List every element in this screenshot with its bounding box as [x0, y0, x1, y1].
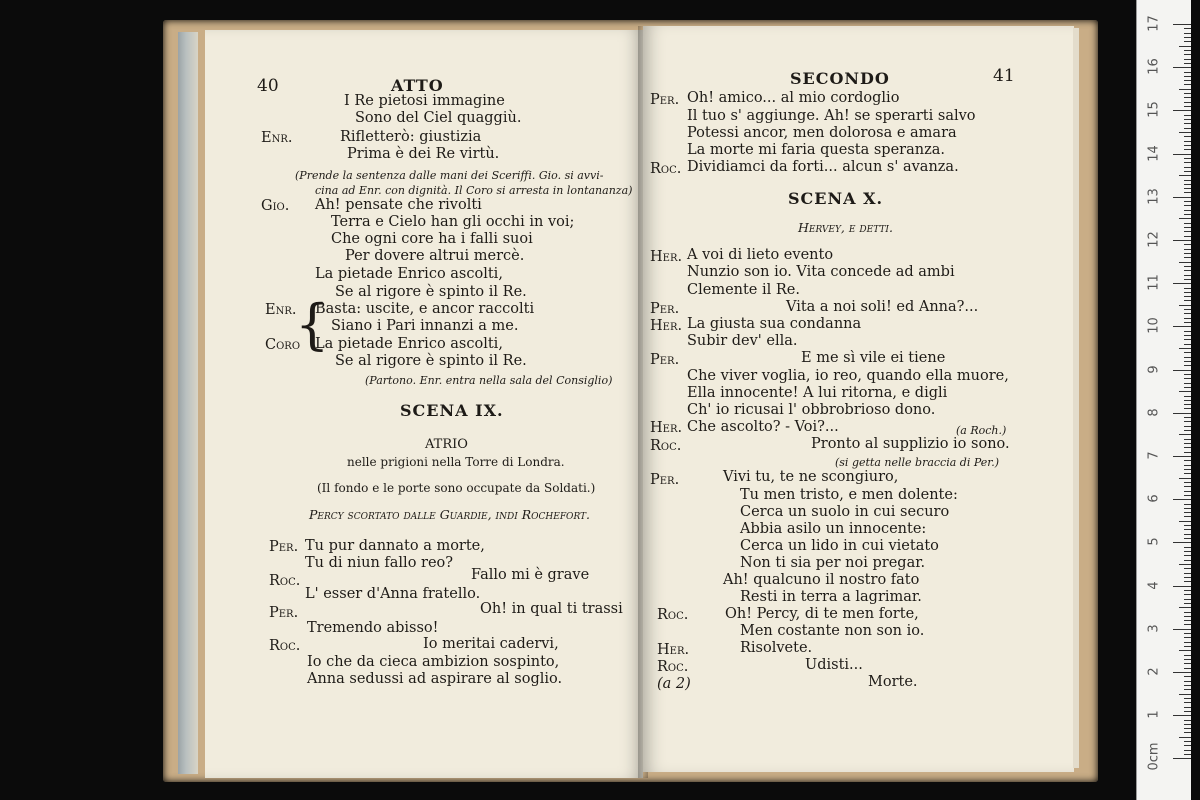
speaker: Roc.: [269, 638, 301, 654]
ruler-tick: [1184, 577, 1191, 578]
scene-note: (Il fondo e le porte sono occupate da Soldati.): [317, 481, 596, 495]
ruler-tick: [1179, 262, 1191, 263]
ruler-tick: [1184, 534, 1191, 535]
ruler-tick: [1184, 555, 1191, 556]
verse-line: Oh! Percy, di te men forte,: [725, 606, 919, 622]
stage-direction: cina ad Enr. con dignità. Il Coro si arresta in lontananza): [315, 184, 633, 197]
ruler-tick: [1184, 201, 1191, 202]
verse-line: Udisti...: [805, 657, 863, 673]
verse-line: Fallo mi è grave: [471, 567, 590, 583]
ruler-tick: [1184, 590, 1191, 591]
verse-line: Ella innocente! A lui ritorna, e digli: [687, 385, 948, 401]
ruler-tick: [1173, 110, 1191, 111]
verse-line: Per dovere altrui mercè.: [345, 248, 525, 264]
ruler-tick: [1184, 192, 1191, 193]
ruler-tick: [1184, 633, 1191, 634]
ruler-tick: [1184, 361, 1191, 362]
ruler-tick: [1179, 305, 1191, 306]
ruler-number: 6: [1146, 494, 1162, 503]
ruler-tick: [1184, 63, 1191, 64]
ruler-tick: [1184, 408, 1191, 409]
ruler-tick: [1184, 339, 1191, 340]
ruler-tick: [1184, 266, 1191, 267]
ruler-tick: [1184, 37, 1191, 38]
ruler-tick: [1184, 465, 1191, 466]
verse-line: I Re pietosi immagine: [344, 93, 505, 109]
verse-line: Abbia asilo un innocente:: [740, 521, 927, 537]
speaker: Roc.: [269, 573, 301, 589]
ruler-tick: [1179, 218, 1191, 219]
verse-line: Nunzio son io. Vita concede ad ambi: [687, 264, 955, 280]
ruler-tick: [1184, 430, 1191, 431]
ruler-tick: [1184, 681, 1191, 682]
speaker: Roc.: [657, 659, 689, 675]
ruler-number: 8: [1146, 408, 1162, 417]
scene-title: SCENA IX.: [400, 401, 504, 420]
ruler-tick: [1184, 331, 1191, 332]
page-edge-right: [1073, 28, 1079, 768]
verse-line: Non ti sia per noi pregar.: [740, 555, 926, 571]
speaker: Enr.: [261, 130, 293, 146]
ruler-tick: [1184, 119, 1191, 120]
ruler-tick: [1184, 417, 1191, 418]
ruler-tick: [1173, 240, 1191, 241]
verse-line: A voi di lieto evento: [687, 247, 834, 263]
scene-title: SCENA X.: [788, 189, 884, 208]
ruler-tick: [1184, 205, 1191, 206]
scene-characters: Hervey, e detti.: [798, 220, 893, 235]
ruler-tick: [1184, 149, 1191, 150]
ruler-tick: [1179, 434, 1191, 435]
ruler-tick: [1184, 253, 1191, 254]
ruler-tick: [1184, 93, 1191, 94]
ruler-tick: [1184, 322, 1191, 323]
ruler-tick: [1184, 396, 1191, 397]
ruler-tick: [1184, 313, 1191, 314]
ruler-tick: [1184, 482, 1191, 483]
ruler-tick: [1184, 227, 1191, 228]
speaker: Enr.: [265, 302, 297, 318]
ruler-tick: [1184, 616, 1191, 617]
ruler-number: 3: [1146, 624, 1162, 633]
ruler-tick: [1173, 499, 1191, 500]
verse-line: Resti in terra a lagrimar.: [740, 589, 922, 605]
ruler-tick: [1184, 676, 1191, 677]
ruler-tick: [1184, 668, 1191, 669]
verse-line: Vivi tu, te ne scongiuro,: [723, 469, 899, 485]
ruler-number: 4: [1146, 580, 1162, 590]
stage-direction: (si getta nelle braccia di Per.): [835, 456, 1000, 469]
ruler-tick: [1173, 24, 1191, 25]
ruler-tick: [1184, 655, 1191, 656]
verse-line: Ch' io ricusai l' obbrobrioso dono.: [687, 402, 936, 418]
ruler-tick: [1184, 560, 1191, 561]
verse-line: La giusta sua condanna: [687, 316, 862, 332]
ruler-tick: [1184, 460, 1191, 461]
ruler-tick: [1184, 426, 1191, 427]
ruler-tick: [1173, 370, 1191, 371]
ruler-tick: [1184, 257, 1191, 258]
stage-direction: (a Roch.): [956, 424, 1007, 437]
ruler-tick: [1184, 309, 1191, 310]
speaker: Coro: [265, 337, 301, 353]
verse-line: Oh! in qual ti trassi: [480, 601, 623, 617]
verse-line: Risolvete.: [740, 640, 813, 656]
ruler-tick: [1184, 141, 1191, 142]
speaker: Her.: [650, 249, 683, 265]
ruler-tick: [1184, 486, 1191, 487]
verse-line: Che ascolto? - Voi?...: [687, 419, 839, 435]
ruler-tick: [1184, 594, 1191, 595]
ruler-tick: [1184, 711, 1191, 712]
ruler-tick: [1184, 707, 1191, 708]
ruler-tick: [1184, 374, 1191, 375]
ruler-tick: [1184, 387, 1191, 388]
ruler-tick: [1184, 637, 1191, 638]
speaker: Per.: [650, 92, 680, 108]
ruler-tick: [1173, 283, 1191, 284]
ruler-tick: [1184, 642, 1191, 643]
verse-line: Dividiamci da forti... alcun s' avanza.: [687, 159, 959, 175]
ruler-number: 13: [1146, 188, 1162, 205]
ruler-tick: [1184, 288, 1191, 289]
left-page: [205, 30, 643, 778]
ruler-tick: [1184, 344, 1191, 345]
ruler-tick: [1184, 741, 1191, 742]
ruler-tick: [1184, 171, 1191, 172]
ruler-tick: [1184, 724, 1191, 725]
ruler-tick: [1173, 326, 1191, 327]
ruler-tick: [1184, 732, 1191, 733]
verse-line: Vita a noi soli! ed Anna?...: [786, 299, 979, 315]
ruler-tick: [1184, 210, 1191, 211]
verse-line: La pietade Enrico ascolti,: [315, 336, 503, 352]
ruler-tick: [1184, 624, 1191, 625]
verse-line: Clemente il Re.: [687, 282, 800, 298]
ruler-number: 5: [1146, 537, 1162, 547]
ruler-tick: [1179, 89, 1191, 90]
ruler-tick: [1184, 365, 1191, 366]
ruler-tick: [1173, 413, 1191, 414]
ruler-tick: [1184, 54, 1191, 55]
measuring-ruler: [1136, 0, 1191, 800]
verse-line: Io che da cieca ambizion sospinto,: [307, 654, 560, 670]
ruler-tick: [1184, 28, 1191, 29]
ruler-tick: [1184, 443, 1191, 444]
ruler-tick: [1184, 318, 1191, 319]
ruler-tick: [1184, 516, 1191, 517]
ruler-tick: [1184, 76, 1191, 77]
speaker: Roc.: [650, 161, 682, 177]
ruler-tick: [1184, 244, 1191, 245]
ruler-tick: [1184, 404, 1191, 405]
ruler-tick: [1173, 629, 1191, 630]
ruler-tick: [1184, 292, 1191, 293]
verse-line: Se al rigore è spinto il Re.: [335, 284, 527, 300]
ruler-tick: [1184, 702, 1191, 703]
ruler-tick: [1184, 663, 1191, 664]
ruler-tick: [1179, 521, 1191, 522]
ruler-tick: [1184, 473, 1191, 474]
ruler-tick: [1184, 158, 1191, 159]
verse-line: Rifletterò: giustizia: [340, 129, 482, 145]
ruler-tick: [1184, 145, 1191, 146]
ruler-tick: [1184, 214, 1191, 215]
scene-place-detail: nelle prigioni nella Torre di Londra.: [347, 455, 565, 469]
verse-line: Ah! pensate che rivolti: [315, 197, 482, 213]
verse-line: Potessi ancor, men dolorosa e amara: [687, 125, 957, 141]
ruler-tick: [1184, 538, 1191, 539]
speaker: Roc.: [650, 438, 682, 454]
speaker: Per.: [269, 605, 299, 621]
ruler-tick: [1184, 421, 1191, 422]
ruler-tick: [1184, 357, 1191, 358]
ruler-tick: [1179, 175, 1191, 176]
ruler-tick: [1184, 275, 1191, 276]
ruler-tick: [1184, 529, 1191, 530]
ruler-tick: [1184, 41, 1191, 42]
verse-line: Basta: uscite, e ancor raccolti: [315, 301, 535, 317]
ruler-tick: [1184, 512, 1191, 513]
ruler-tick: [1184, 249, 1191, 250]
ruler-tick: [1184, 754, 1191, 755]
ruler-tick: [1184, 378, 1191, 379]
ruler-tick: [1184, 612, 1191, 613]
verse-line: Che ogni core ha i falli suoi: [331, 231, 533, 247]
speaker: Roc.: [657, 607, 689, 623]
ruler-tick: [1184, 508, 1191, 509]
ruler-number: 16: [1146, 58, 1162, 75]
ruler-tick: [1184, 750, 1191, 751]
verse-line: Ah! qualcuno il nostro fato: [723, 572, 920, 588]
ruler-tick: [1184, 167, 1191, 168]
brace: {: [295, 293, 330, 356]
ruler-tick: [1184, 136, 1191, 137]
ruler-tick: [1184, 525, 1191, 526]
ruler-number: 17: [1146, 15, 1162, 32]
ruler-tick: [1184, 646, 1191, 647]
ruler-tick: [1184, 383, 1191, 384]
running-head: SECONDO: [790, 69, 890, 88]
ruler-tick: [1184, 491, 1191, 492]
ruler-tick: [1179, 478, 1191, 479]
ruler-tick: [1184, 698, 1191, 699]
ruler-tick: [1184, 270, 1191, 271]
ruler-tick: [1184, 495, 1191, 496]
speaker: Per.: [269, 539, 299, 555]
ruler-tick: [1184, 231, 1191, 232]
ruler-tick: [1173, 154, 1191, 155]
speaker: Her.: [650, 420, 683, 436]
stage-direction: (Partono. Enr. entra nella sala del Consiglio): [365, 374, 613, 387]
ruler-tick: [1184, 504, 1191, 505]
speaker: Per.: [650, 301, 680, 317]
ruler-tick: [1184, 603, 1191, 604]
ruler-tick: [1184, 162, 1191, 163]
ruler-tick: [1184, 547, 1191, 548]
verse-line: L' esser d'Anna fratello.: [305, 586, 481, 602]
ruler-tick: [1184, 236, 1191, 237]
verse-line: Che viver voglia, io reo, quando ella muore,: [687, 368, 1009, 384]
ruler-tick: [1184, 188, 1191, 189]
ruler-tick: [1179, 132, 1191, 133]
ruler-tick: [1184, 685, 1191, 686]
ruler-number: 1: [1146, 710, 1162, 719]
verse-line: Il tuo s' aggiunge. Ah! se sperarti salvo: [687, 108, 976, 124]
ruler-number: 11: [1146, 274, 1162, 291]
ruler-tick: [1179, 650, 1191, 651]
ruler-tick: [1179, 564, 1191, 565]
ruler-number: 9: [1146, 364, 1162, 374]
verse-line: Men costante non son io.: [740, 623, 925, 639]
scene-place: ATRIO: [425, 437, 468, 452]
ruler-number: 12: [1146, 231, 1162, 248]
page-edges: [178, 32, 198, 774]
ruler-tick: [1184, 59, 1191, 60]
running-head: ATTO: [391, 76, 444, 95]
verse-line: Subir dev' ella.: [687, 333, 798, 349]
verse-line: Morte.: [868, 674, 918, 690]
speaker: Her.: [650, 318, 683, 334]
ruler-tick: [1179, 607, 1191, 608]
ruler-tick: [1173, 672, 1191, 673]
speaker: Her.: [657, 642, 690, 658]
ruler-tick: [1184, 300, 1191, 301]
ruler-tick: [1184, 80, 1191, 81]
ruler-tick: [1184, 581, 1191, 582]
speaker: Per.: [650, 472, 680, 488]
ruler-tick: [1184, 568, 1191, 569]
ruler-tick: [1184, 400, 1191, 401]
ruler-tick: [1179, 46, 1191, 47]
ruler-tick: [1179, 391, 1191, 392]
speaker: Gio.: [261, 198, 290, 214]
ruler-tick: [1184, 296, 1191, 297]
right-page: [643, 26, 1074, 772]
ruler-tick: [1179, 737, 1191, 738]
ruler-tick: [1184, 352, 1191, 353]
ruler-tick: [1184, 447, 1191, 448]
ruler-tick: [1184, 33, 1191, 34]
ruler-number: 14: [1146, 144, 1162, 162]
ruler-tick: [1173, 197, 1191, 198]
ruler-tick: [1184, 128, 1191, 129]
ruler-number: 0cm: [1146, 742, 1162, 771]
ruler-tick: [1184, 184, 1191, 185]
verse-line: Anna sedussi ad aspirare al soglio.: [307, 671, 563, 687]
ruler-tick: [1184, 599, 1191, 600]
verse-line: Tremendo abisso!: [307, 620, 439, 636]
ruler-tick: [1184, 223, 1191, 224]
verse-line: Sono del Ciel quaggiù.: [355, 110, 522, 126]
verse-line: Terra e Cielo han gli occhi in voi;: [331, 214, 575, 230]
verse-line: La morte mi faria questa speranza.: [687, 142, 945, 158]
ruler-tick: [1173, 542, 1191, 543]
ruler-tick: [1184, 659, 1191, 660]
speaker: (a 2): [657, 676, 691, 692]
ruler-tick: [1173, 67, 1191, 68]
ruler-tick: [1184, 720, 1191, 721]
ruler-tick: [1184, 335, 1191, 336]
ruler-tick: [1184, 123, 1191, 124]
verse-line: La pietade Enrico ascolti,: [315, 266, 503, 282]
ruler-tick: [1184, 102, 1191, 103]
verse-line: Tu men tristo, e men dolente:: [740, 487, 958, 503]
ruler-tick: [1184, 97, 1191, 98]
ruler-tick: [1184, 180, 1191, 181]
ruler-tick: [1184, 551, 1191, 552]
ruler-tick: [1184, 620, 1191, 621]
ruler-tick: [1184, 728, 1191, 729]
speaker: Per.: [650, 352, 680, 368]
ruler-tick: [1173, 586, 1191, 587]
verse-line: Tu pur dannato a morte,: [305, 538, 485, 554]
ruler-tick: [1173, 715, 1191, 716]
ruler-tick: [1184, 745, 1191, 746]
verse-line: Pronto al supplizio io sono.: [811, 436, 1010, 452]
ruler-tick: [1184, 84, 1191, 85]
ruler-tick: [1184, 72, 1191, 73]
verse-line: Cerca un lido in cui vietato: [740, 538, 939, 554]
ruler-number: 10: [1146, 317, 1162, 335]
verse-line: E me sì vile ei tiene: [801, 350, 946, 366]
ruler-tick: [1184, 452, 1191, 453]
ruler-tick: [1179, 348, 1191, 349]
ruler-tick: [1184, 469, 1191, 470]
verse-line: Cerca un suolo in cui securo: [740, 504, 950, 520]
ruler-tick: [1184, 279, 1191, 280]
ruler-tick: [1184, 106, 1191, 107]
verse-line: Siano i Pari innanzi a me.: [331, 318, 519, 334]
ruler-tick: [1173, 758, 1191, 759]
ruler-tick: [1184, 439, 1191, 440]
verse-line: Oh! amico... al mio cordoglio: [687, 90, 900, 106]
ruler-tick: [1173, 456, 1191, 457]
ruler-number: 15: [1146, 101, 1162, 119]
ruler-tick: [1184, 573, 1191, 574]
ruler-number: 7: [1146, 451, 1162, 460]
verse-line: Tu di niun fallo reo?: [305, 555, 454, 571]
scene-characters: Percy scortato dalle Guardie, indi Rochefort.: [309, 507, 591, 522]
verse-line: Se al rigore è spinto il Re.: [335, 353, 527, 369]
verse-line: Io meritai cadervi,: [423, 636, 559, 652]
ruler-tick: [1179, 694, 1191, 695]
ruler-tick: [1184, 50, 1191, 51]
ruler-tick: [1184, 115, 1191, 116]
stage-direction: (Prende la sentenza dalle mani dei Sceriffi. Gio. si avvi-: [295, 169, 604, 182]
page-number: 41: [993, 66, 1015, 86]
ruler-number: 2: [1146, 667, 1162, 676]
page-number: 40: [257, 76, 279, 96]
ruler-tick: [1184, 689, 1191, 690]
verse-line: Prima è dei Re virtù.: [347, 146, 500, 162]
